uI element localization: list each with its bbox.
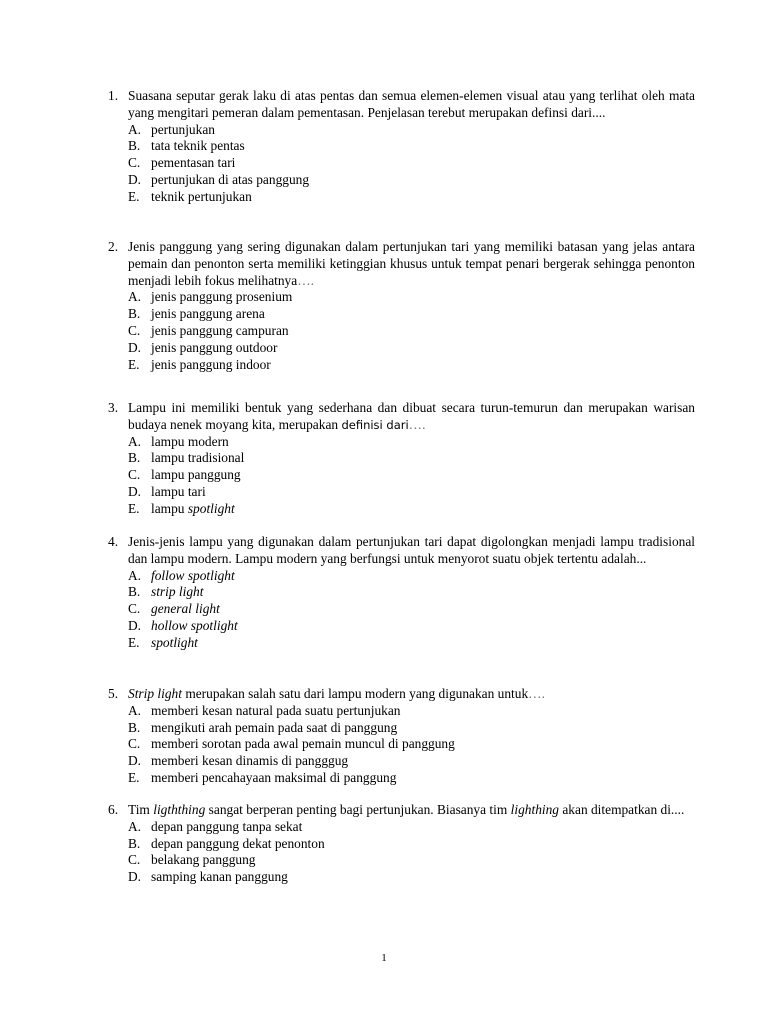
question-number: 3. <box>108 400 119 415</box>
option-b: B. mengikuti arah pemain pada saat di panggung <box>128 719 398 735</box>
option-b: B. strip light <box>128 584 204 600</box>
option-a: A. depan panggung tanpa sekat <box>128 818 303 834</box>
question-text: Strip light merupakan salah satu dari lampu modern yang digunakan untuk…. <box>128 686 545 701</box>
question-text: Lampu ini memiliki bentuk yang sederhana dan dibuat secara turun-temurun dan merupakan warisan budaya nenek moyang kita, merupakan definisi dari…. <box>128 400 695 432</box>
question-text: Suasana seputar gerak laku di atas pentas dan semua elemen-elemen visual atau yang terlihat oleh mata yang mengitari pemeran dalam pementasan. Penjelasan terebut merupakan definsi dari.... <box>128 88 695 120</box>
option-b: B. jenis panggung arena <box>128 306 265 322</box>
option-b: B. lampu tradisional <box>128 450 245 466</box>
option-c: C. memberi sorotan pada awal pemain muncul di panggung <box>128 736 455 752</box>
option-c: C. general light <box>128 601 220 617</box>
option-a: A. jenis panggung prosenium <box>128 289 293 305</box>
option-a: A. pertunjukan <box>128 121 215 137</box>
question-2 <box>108 239 695 373</box>
option-list <box>128 703 695 787</box>
question-text: Jenis-jenis lampu yang digunakan dalam pertunjukan tari dapat digolongkan menjadi lampu tradisional dan lampu modern. Lampu modern yang berfungsi untuk menyorot suatu objek tertentu adalah... <box>128 534 695 566</box>
question-3 <box>108 400 695 518</box>
question-number: 5. <box>108 686 119 701</box>
option-c: C. jenis panggung campuran <box>128 322 289 338</box>
option-e: E. jenis panggung indoor <box>128 356 271 372</box>
option-d: D. jenis panggung outdoor <box>128 339 278 355</box>
question-number: 6. <box>108 802 119 817</box>
option-e: E. spotlight <box>128 634 198 650</box>
option-d: D. samping kanan panggung <box>128 869 288 885</box>
option-d: D. pertunjukan di atas panggung <box>128 171 310 187</box>
option-b: B. depan panggung dekat penonton <box>128 835 325 851</box>
option-list <box>128 819 695 886</box>
option-d: D. lampu tari <box>128 483 206 499</box>
option-a: A. lampu modern <box>128 433 229 449</box>
option-list <box>128 289 695 373</box>
option-e: E. lampu spotlight <box>128 500 235 516</box>
question-text: Tim ligththing sangat berperan penting bagi pertunjukan. Biasanya tim lighthing akan ditempatkan di.... <box>128 802 685 817</box>
question-6 <box>108 802 695 886</box>
option-c: C. belakang panggung <box>128 852 256 868</box>
question-text: Jenis panggung yang sering digunakan dalam pertunjukan tari yang memiliki batasan yang jelas antara pemain dan penonton serta memiliki ketinggian khusus untuk tempat penari bergerak sehingga penonton menjadi lebih fokus melihatnya…. <box>128 239 695 288</box>
option-d: D. hollow spotlight <box>128 617 238 633</box>
option-list <box>128 434 695 518</box>
question-5 <box>108 686 695 787</box>
option-list <box>128 122 695 206</box>
question-1 <box>108 88 695 206</box>
option-e: E. memberi pencahayaan maksimal di panggung <box>128 769 397 785</box>
option-a: A. memberi kesan natural pada suatu pertunjukan <box>128 702 401 718</box>
option-a: A. follow spotlight <box>128 567 235 583</box>
option-c: C. pementasan tari <box>128 155 236 171</box>
option-list <box>128 568 695 652</box>
question-number: 1. <box>108 88 119 103</box>
option-d: D. memberi kesan dinamis di pangggug <box>128 753 349 769</box>
question-number: 2. <box>108 239 119 254</box>
option-b: B. tata teknik pentas <box>128 138 245 154</box>
question-number: 4. <box>108 534 119 549</box>
question-4 <box>108 534 695 652</box>
option-e: E. teknik pertunjukan <box>128 188 252 204</box>
page-number: 1 <box>381 952 387 964</box>
option-c: C. lampu panggung <box>128 467 241 483</box>
